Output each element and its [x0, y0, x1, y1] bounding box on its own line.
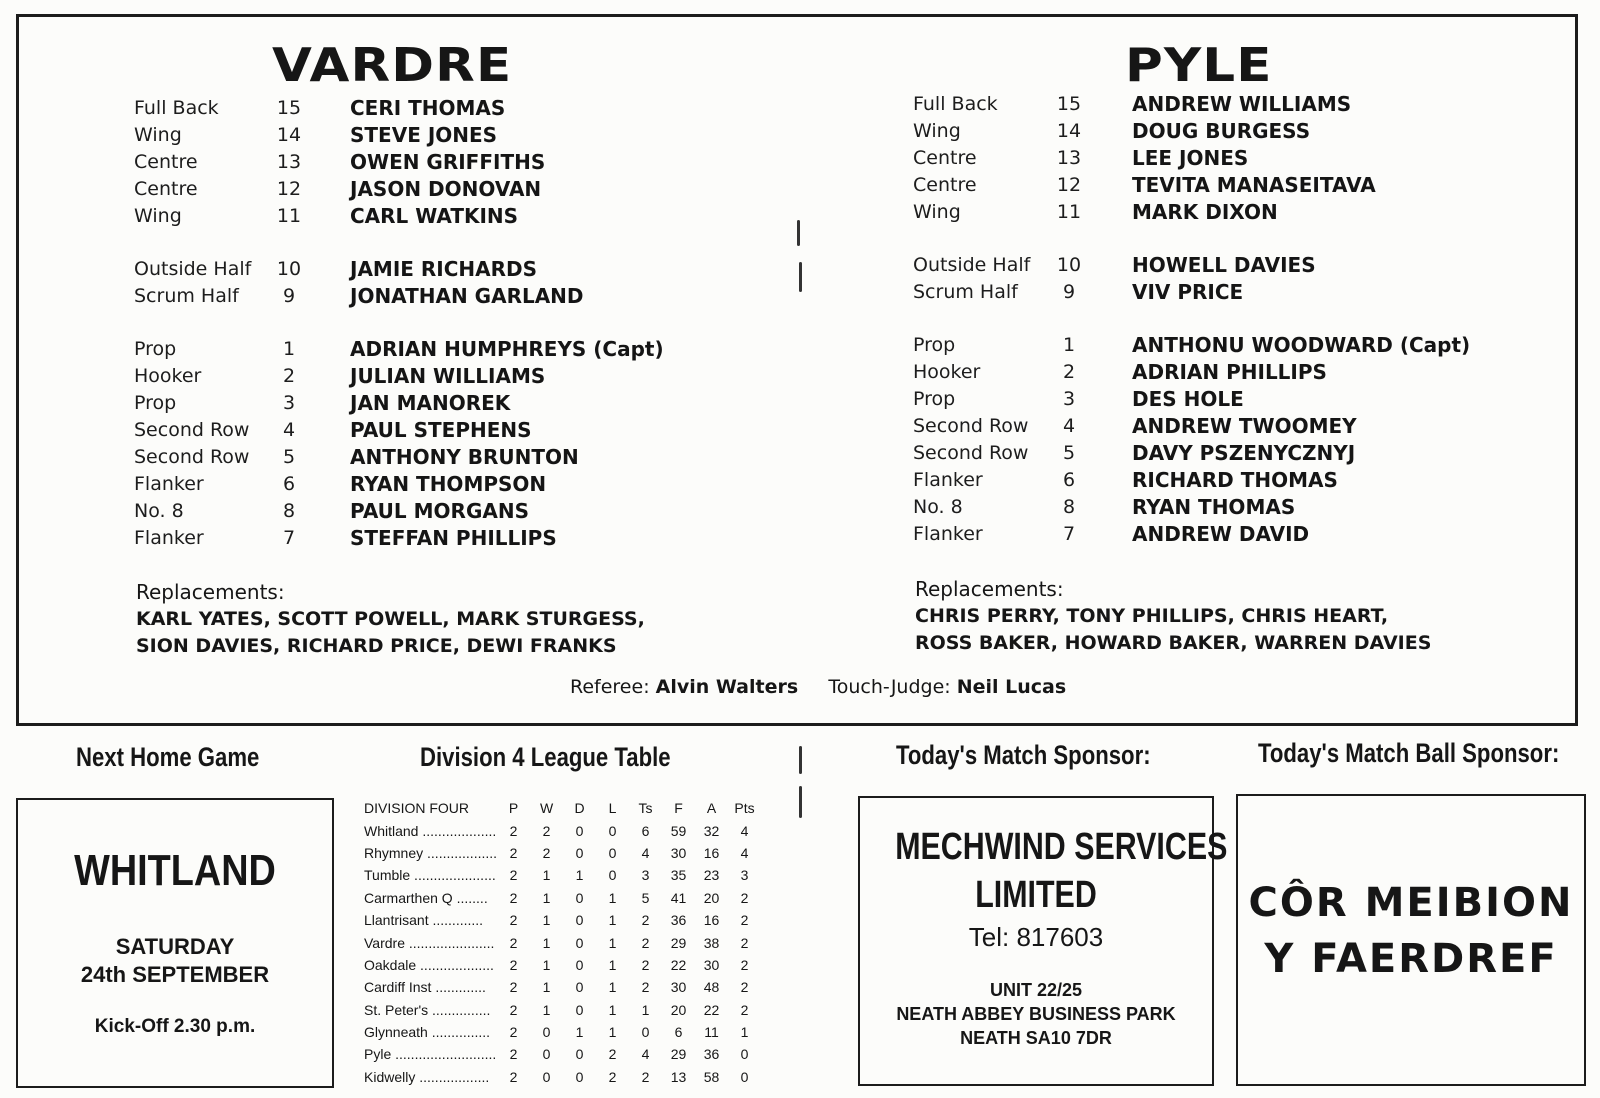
team-cell: Kidwelly ..................: [364, 1068, 490, 1085]
ball-sponsor-line2: Y FAERDREF: [1264, 936, 1558, 982]
team-cell: Cardiff Inst .............: [364, 979, 486, 996]
league-column-header: Pts: [734, 800, 755, 817]
team-cell: St. Peter's ...............: [364, 1001, 491, 1018]
player-number: 14: [1056, 120, 1082, 142]
player-name: STEVE JONES: [350, 123, 498, 147]
player-name: ANDREW TWOOMEY: [1132, 414, 1357, 438]
stat-cell: 2: [740, 1001, 749, 1018]
staple-mark: [799, 786, 802, 818]
player-position: Wing: [134, 124, 182, 146]
staple-mark: [797, 220, 800, 246]
stat-cell: 58: [703, 1068, 720, 1085]
stat-cell: 0: [575, 889, 584, 906]
player-name: PAUL STEPHENS: [350, 418, 532, 442]
league-column-header: L: [608, 800, 617, 817]
player-name: ANTHONU WOODWARD (Capt): [1132, 333, 1471, 357]
staple-mark: [799, 262, 802, 292]
stat-cell: 23: [703, 867, 720, 884]
league-heading: Division 4 League Table: [420, 742, 671, 772]
table-row: [364, 864, 761, 886]
stat-cell: 48: [703, 979, 720, 996]
player-number: 15: [276, 97, 302, 119]
stat-cell: 0: [608, 844, 617, 861]
sponsor-name-line1: MECHWIND SERVICES: [895, 826, 1228, 868]
stat-cell: 0: [575, 1046, 584, 1063]
player-position: Second Row: [134, 446, 250, 468]
player-number: 15: [1056, 93, 1082, 115]
stat-cell: 6: [674, 1024, 683, 1041]
away-team-title: PYLE: [1125, 38, 1273, 92]
player-number: 12: [276, 178, 302, 200]
stat-cell: 30: [670, 844, 687, 861]
player-number: 3: [1062, 388, 1076, 410]
player-number: 2: [282, 365, 296, 387]
stat-cell: 0: [641, 1024, 650, 1041]
player-name: OWEN GRIFFITHS: [350, 150, 546, 174]
stat-cell: 0: [575, 979, 584, 996]
stat-cell: 5: [641, 889, 650, 906]
stat-cell: 1: [740, 1024, 749, 1041]
match-sponsor-heading: Today's Match Sponsor:: [896, 740, 1151, 770]
stat-cell: 2: [509, 1024, 518, 1041]
stat-cell: 22: [703, 1001, 720, 1018]
home-replacements-line: SION DAVIES, RICHARD PRICE, DEWI FRANKS: [136, 635, 617, 657]
stat-cell: 2: [641, 979, 650, 996]
stat-cell: 30: [670, 979, 687, 996]
stat-cell: 41: [670, 889, 687, 906]
team-cell: Vardre ......................: [364, 934, 495, 951]
player-position: Outside Half: [134, 258, 252, 280]
stat-cell: 1: [608, 1024, 617, 1041]
stat-cell: 0: [575, 844, 584, 861]
stat-cell: 35: [670, 867, 687, 884]
player-name: JASON DONOVAN: [350, 177, 542, 201]
player-name: ADRIAN PHILLIPS: [1132, 360, 1327, 384]
player-number: 11: [1056, 201, 1082, 223]
player-position: Flanker: [134, 527, 204, 549]
player-number: 9: [1062, 281, 1076, 303]
table-row: [364, 931, 761, 953]
player-number: 5: [1062, 442, 1076, 464]
stat-cell: 30: [703, 956, 720, 973]
stat-cell: 0: [575, 956, 584, 973]
away-replacements-label: Replacements:: [915, 577, 1064, 601]
next-game-opponent: WHITLAND: [74, 846, 276, 895]
player-number: 6: [1062, 469, 1076, 491]
stat-cell: 2: [608, 1068, 617, 1085]
team-cell: Oakdale ...................: [364, 956, 494, 973]
team-cell: Llantrisant .............: [364, 912, 484, 929]
stat-cell: 20: [703, 889, 720, 906]
player-position: Scrum Half: [134, 285, 239, 307]
sponsor-address-line: UNIT 22/25: [989, 980, 1083, 1000]
league-column-header: W: [539, 800, 554, 817]
stat-cell: 20: [670, 1001, 687, 1018]
player-name: VIV PRICE: [1132, 280, 1244, 304]
player-position: Flanker: [913, 469, 983, 491]
player-position: Second Row: [913, 442, 1029, 464]
stat-cell: 2: [740, 956, 749, 973]
stat-cell: 1: [608, 1001, 617, 1018]
stat-cell: 2: [641, 912, 650, 929]
player-position: Wing: [913, 201, 961, 223]
player-position: Prop: [134, 392, 177, 414]
player-number: 2: [1062, 361, 1076, 383]
player-position: Prop: [913, 388, 956, 410]
stat-cell: 1: [542, 1001, 551, 1018]
player-number: 13: [276, 151, 302, 173]
stat-cell: 0: [575, 1068, 584, 1085]
player-name: MARK DIXON: [1132, 200, 1278, 224]
stat-cell: 2: [509, 912, 518, 929]
player-name: HOWELL DAVIES: [1132, 253, 1316, 277]
home-team-title: VARDRE: [272, 38, 513, 92]
team-cell: Whitland ...................: [364, 822, 497, 839]
stat-cell: 11: [704, 1024, 719, 1041]
stat-cell: 1: [575, 867, 584, 884]
player-name: TEVITA MANASEITAVA: [1132, 173, 1376, 197]
stat-cell: 1: [575, 1024, 584, 1041]
player-number: 10: [1056, 254, 1082, 276]
player-number: 1: [282, 338, 296, 360]
player-number: 4: [282, 419, 296, 441]
player-name: JONATHAN GARLAND: [350, 284, 584, 308]
stat-cell: 2: [740, 979, 749, 996]
stat-cell: 1: [608, 912, 617, 929]
next-game-kickoff: Kick-Off 2.30 p.m.: [94, 1016, 256, 1037]
league-table: [364, 797, 761, 1088]
touch-judge-name: Neil Lucas: [956, 676, 1067, 698]
stat-cell: 2: [509, 889, 518, 906]
player-position: Flanker: [134, 473, 204, 495]
player-name: STEFFAN PHILLIPS: [350, 526, 557, 550]
player-number: 6: [282, 473, 296, 495]
player-name: ANDREW DAVID: [1132, 522, 1310, 546]
league-column-header: DIVISION FOUR: [364, 800, 470, 817]
stat-cell: 32: [703, 822, 720, 839]
stat-cell: 2: [542, 822, 551, 839]
stat-cell: 0: [575, 1001, 584, 1018]
player-position: Centre: [134, 178, 198, 200]
player-name: JULIAN WILLIAMS: [350, 364, 546, 388]
next-game-date: 24th SEPTEMBER: [80, 962, 270, 987]
team-cell: Carmarthen Q ........: [364, 889, 488, 906]
team-cell: Tumble .....................: [364, 867, 496, 884]
stat-cell: 0: [542, 1046, 551, 1063]
stat-cell: 2: [509, 1068, 518, 1085]
stat-cell: 2: [641, 956, 650, 973]
league-column-header: Ts: [638, 800, 653, 817]
touch-judge-label: Touch-Judge:: [828, 676, 951, 698]
ball-sponsor-box: [1236, 794, 1586, 1086]
player-number: 7: [282, 527, 296, 549]
league-table-header: [364, 797, 761, 819]
stat-cell: 0: [542, 1068, 551, 1085]
table-row: [364, 976, 761, 998]
ball-sponsor-heading: Today's Match Ball Sponsor:: [1258, 738, 1560, 768]
stat-cell: 1: [542, 867, 551, 884]
team-cell: Rhymney ..................: [364, 844, 498, 861]
stat-cell: 4: [641, 1046, 650, 1063]
stat-cell: 0: [608, 867, 617, 884]
table-row: [364, 842, 761, 864]
next-game-box: [16, 798, 334, 1088]
player-name: JAN MANOREK: [350, 391, 511, 415]
player-number: 13: [1056, 147, 1082, 169]
stat-cell: 2: [509, 1046, 518, 1063]
stat-cell: 2: [509, 867, 518, 884]
table-row: [364, 887, 761, 909]
stat-cell: 1: [542, 934, 551, 951]
player-name: DOUG BURGESS: [1132, 119, 1311, 143]
player-name: RYAN THOMPSON: [350, 472, 547, 496]
player-number: 8: [282, 500, 296, 522]
stat-cell: 0: [608, 822, 617, 839]
player-number: 3: [282, 392, 296, 414]
player-number: 11: [276, 205, 302, 227]
stat-cell: 4: [641, 844, 650, 861]
league-column-header: A: [706, 800, 717, 817]
stat-cell: 1: [608, 934, 617, 951]
player-name: CERI THOMAS: [350, 96, 506, 120]
match-sponsor-box: [858, 796, 1228, 1086]
player-name: DAVY PSZENYCZNYJ: [1132, 441, 1356, 465]
stat-cell: 0: [575, 822, 584, 839]
player-position: No. 8: [134, 500, 184, 522]
table-row: [364, 1066, 761, 1088]
stat-cell: 16: [703, 844, 720, 861]
player-name: DES HOLE: [1132, 387, 1244, 411]
player-name: ANDREW WILLIAMS: [1132, 92, 1352, 116]
stat-cell: 2: [740, 889, 749, 906]
table-row: [364, 954, 761, 976]
player-position: Wing: [134, 205, 182, 227]
league-column-header: P: [508, 800, 519, 817]
player-position: No. 8: [913, 496, 963, 518]
league-column-header: D: [574, 800, 585, 817]
stat-cell: 29: [670, 1046, 687, 1063]
player-name: CARL WATKINS: [350, 204, 519, 228]
stat-cell: 1: [542, 889, 551, 906]
stat-cell: 2: [509, 822, 518, 839]
team-cell: Pyle ..........................: [364, 1046, 497, 1063]
away-replacements-line: ROSS BAKER, HOWARD BAKER, WARREN DAVIES: [915, 632, 1432, 654]
stat-cell: 0: [740, 1046, 749, 1063]
referee-label: Referee:: [570, 676, 650, 698]
player-position: Scrum Half: [913, 281, 1018, 303]
match-officials: [570, 676, 1066, 698]
player-position: Centre: [913, 147, 977, 169]
player-number: 5: [282, 446, 296, 468]
stat-cell: 2: [509, 844, 518, 861]
next-game-day: SATURDAY: [115, 934, 235, 959]
player-position: Full Back: [134, 97, 219, 119]
table-row: [364, 909, 761, 931]
player-position: Hooker: [913, 361, 981, 383]
referee-name: Alvin Walters: [655, 676, 799, 698]
sponsor-tel: Tel: 817603: [968, 922, 1104, 952]
table-row: [364, 1021, 761, 1043]
stat-cell: 0: [542, 1024, 551, 1041]
ball-sponsor-line1: CÔR MEIBION: [1248, 880, 1574, 926]
player-position: Hooker: [134, 365, 202, 387]
stat-cell: 2: [608, 1046, 617, 1063]
stat-cell: 2: [509, 979, 518, 996]
staple-mark: [799, 746, 802, 774]
away-replacements-line: CHRIS PERRY, TONY PHILLIPS, CHRIS HEART,: [915, 605, 1389, 627]
sponsor-name-line2: LIMITED: [975, 874, 1097, 916]
stat-cell: 29: [670, 934, 687, 951]
stat-cell: 1: [608, 956, 617, 973]
sponsor-address-line: NEATH ABBEY BUSINESS PARK: [896, 1004, 1176, 1024]
player-name: RICHARD THOMAS: [1132, 468, 1338, 492]
player-number: 4: [1062, 415, 1076, 437]
stat-cell: 2: [740, 912, 749, 929]
player-name: LEE JONES: [1132, 146, 1249, 170]
player-position: Prop: [134, 338, 177, 360]
player-position: Full Back: [913, 93, 998, 115]
stat-cell: 2: [641, 934, 650, 951]
player-number: 14: [276, 124, 302, 146]
player-number: 10: [276, 258, 302, 280]
player-position: Second Row: [913, 415, 1029, 437]
stat-cell: 2: [641, 1068, 650, 1085]
stat-cell: 3: [740, 867, 749, 884]
stat-cell: 0: [740, 1068, 749, 1085]
stat-cell: 13: [670, 1068, 687, 1085]
home-replacements-label: Replacements:: [136, 580, 285, 604]
player-position: Prop: [913, 334, 956, 356]
stat-cell: 0: [575, 934, 584, 951]
table-row: [364, 819, 761, 841]
player-name: RYAN THOMAS: [1132, 495, 1296, 519]
stat-cell: 36: [670, 912, 687, 929]
stat-cell: 1: [542, 912, 551, 929]
team-cell: Glynneath ...............: [364, 1024, 491, 1041]
stat-cell: 0: [575, 912, 584, 929]
stat-cell: 4: [740, 844, 749, 861]
stat-cell: 1: [542, 956, 551, 973]
player-name: ADRIAN HUMPHREYS (Capt): [350, 337, 664, 361]
player-number: 9: [282, 285, 296, 307]
league-column-header: F: [674, 800, 683, 817]
player-position: Centre: [913, 174, 977, 196]
stat-cell: 2: [509, 934, 518, 951]
sponsor-address-line: NEATH SA10 7DR: [960, 1028, 1112, 1048]
stat-cell: 2: [509, 1001, 518, 1018]
stat-cell: 6: [641, 822, 650, 839]
player-name: PAUL MORGANS: [350, 499, 529, 523]
stat-cell: 1: [641, 1001, 650, 1018]
player-position: Centre: [134, 151, 198, 173]
player-number: 12: [1056, 174, 1082, 196]
table-row: [364, 999, 761, 1021]
stat-cell: 59: [670, 822, 687, 839]
player-position: Flanker: [913, 523, 983, 545]
player-name: ANTHONY BRUNTON: [350, 445, 579, 469]
stat-cell: 3: [641, 867, 650, 884]
stat-cell: 22: [670, 956, 687, 973]
stat-cell: 4: [740, 822, 749, 839]
stat-cell: 2: [509, 956, 518, 973]
home-replacements-line: KARL YATES, SCOTT POWELL, MARK STURGESS,: [136, 608, 645, 630]
stat-cell: 1: [608, 889, 617, 906]
player-number: 7: [1062, 523, 1076, 545]
stat-cell: 36: [703, 1046, 720, 1063]
player-position: Wing: [913, 120, 961, 142]
next-game-heading: Next Home Game: [76, 742, 260, 772]
stat-cell: 2: [740, 934, 749, 951]
table-row: [364, 1043, 761, 1065]
stat-cell: 2: [542, 844, 551, 861]
player-position: Second Row: [134, 419, 250, 441]
stat-cell: 1: [542, 979, 551, 996]
player-number: 1: [1062, 334, 1076, 356]
player-position: Outside Half: [913, 254, 1031, 276]
stat-cell: 16: [703, 912, 720, 929]
stat-cell: 1: [608, 979, 617, 996]
player-number: 8: [1062, 496, 1076, 518]
stat-cell: 38: [703, 934, 720, 951]
player-name: JAMIE RICHARDS: [350, 257, 538, 281]
